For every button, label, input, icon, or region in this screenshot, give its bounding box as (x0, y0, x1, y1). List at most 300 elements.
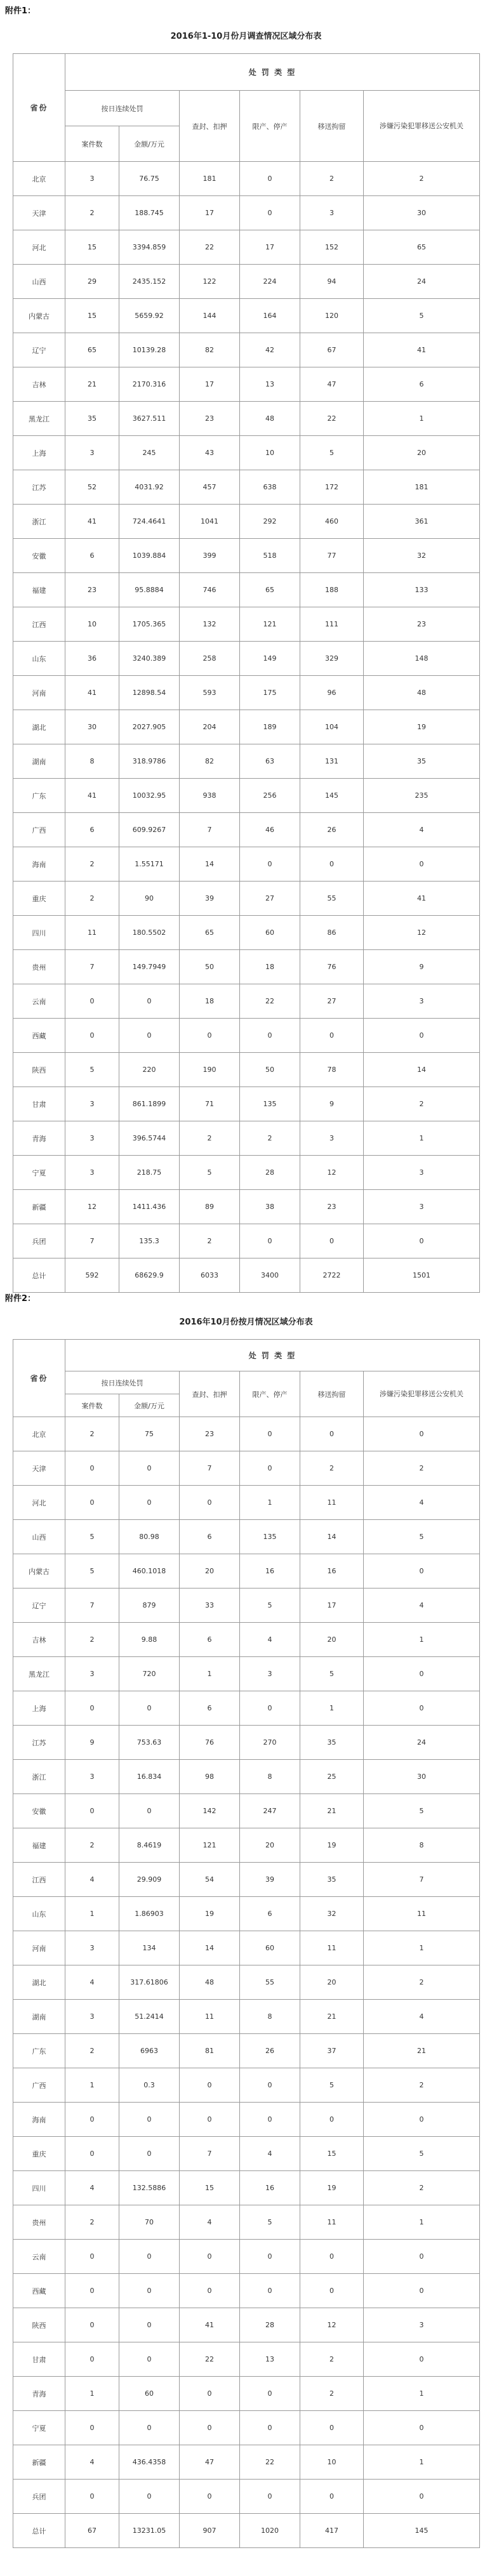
cell-amount: 0 (119, 1451, 180, 1486)
cell-crime-transfer: 4 (364, 1486, 480, 1520)
cell-seize: 122 (180, 265, 240, 299)
cell-case-count: 0 (65, 1794, 119, 1828)
cell-seize: 746 (180, 573, 240, 607)
cell-limit-production: 17 (240, 230, 300, 265)
cell-limit-production: 0 (240, 196, 300, 230)
cell-province: 江苏 (13, 1726, 65, 1760)
cell-case-count: 35 (65, 402, 119, 436)
cell-case-count: 1 (65, 2068, 119, 2103)
cell-seize: 0 (180, 2068, 240, 2103)
table-row (13, 2274, 480, 2308)
table-row (13, 299, 480, 333)
cell-case-count: 6 (65, 539, 119, 573)
cell-crime-transfer: 0 (364, 1554, 480, 1589)
cell-amount: 10139.28 (119, 333, 180, 367)
cell-limit-production: 22 (240, 984, 300, 1019)
cell-seize: 0 (180, 1486, 240, 1520)
cell-crime-transfer: 20 (364, 436, 480, 470)
table-row (13, 1224, 480, 1258)
cell-province: 安徽 (13, 539, 65, 573)
cell-province: 甘肃 (13, 1087, 65, 1121)
cell-province: 四川 (13, 916, 65, 950)
cell-crime-transfer: 5 (364, 1520, 480, 1554)
table-row (13, 744, 480, 779)
table-row (13, 607, 480, 642)
table-row (13, 1691, 480, 1726)
cell-amount: 2170.316 (119, 367, 180, 402)
header-detention: 移送拘留 (300, 1371, 364, 1417)
cell-detention: 0 (300, 2103, 364, 2137)
cell-amount: 609.9267 (119, 813, 180, 847)
cell-limit-production: 224 (240, 265, 300, 299)
cell-limit-production: 18 (240, 950, 300, 984)
table-row (13, 162, 480, 196)
table-row (13, 2034, 480, 2068)
cell-crime-transfer: 1 (364, 2377, 480, 2411)
cell-amount: 245 (119, 436, 180, 470)
cell-seize: 33 (180, 1589, 240, 1623)
cell-detention: 20 (300, 1623, 364, 1657)
cell-limit-production: 1020 (240, 2514, 300, 2548)
cell-case-count: 5 (65, 1520, 119, 1554)
table-row (13, 1657, 480, 1691)
cell-crime-transfer: 5 (364, 2137, 480, 2171)
cell-case-count: 3 (65, 1087, 119, 1121)
cell-limit-production: 0 (240, 1691, 300, 1726)
cell-amount: 10032.95 (119, 779, 180, 813)
cell-province: 青海 (13, 2377, 65, 2411)
table-row (13, 402, 480, 436)
cell-amount: 753.63 (119, 1726, 180, 1760)
cell-crime-transfer: 133 (364, 573, 480, 607)
cell-detention: 96 (300, 676, 364, 710)
cell-limit-production: 518 (240, 539, 300, 573)
cell-limit-production: 42 (240, 333, 300, 367)
cell-seize: 65 (180, 916, 240, 950)
cell-seize: 43 (180, 436, 240, 470)
cell-detention: 14 (300, 1520, 364, 1554)
cell-amount: 724.4641 (119, 505, 180, 539)
table-row (13, 2205, 480, 2240)
cell-case-count: 7 (65, 1589, 119, 1623)
cell-seize: 593 (180, 676, 240, 710)
cell-seize: 938 (180, 779, 240, 813)
cell-amount: 135.3 (119, 1224, 180, 1258)
table-row (13, 2342, 480, 2377)
cell-detention: 37 (300, 2034, 364, 2068)
cell-crime-transfer: 361 (364, 505, 480, 539)
cell-case-count: 9 (65, 1726, 119, 1760)
cell-detention: 12 (300, 1156, 364, 1190)
cell-limit-production: 60 (240, 916, 300, 950)
cell-crime-transfer: 235 (364, 779, 480, 813)
cell-detention: 47 (300, 367, 364, 402)
table-row (13, 1121, 480, 1156)
cell-amount: 0 (119, 1019, 180, 1053)
cell-case-count: 5 (65, 1554, 119, 1589)
cell-limit-production: 39 (240, 1863, 300, 1897)
cell-province: 河南 (13, 1931, 65, 1965)
header-crime-transfer: 涉嫌污染犯罪移送公安机关 (364, 1371, 480, 1417)
table-row (13, 1417, 480, 1451)
header-penalty-type: 处 罚 类 型 (65, 54, 480, 91)
cell-limit-production: 0 (240, 1417, 300, 1451)
table-row (13, 470, 480, 505)
cell-crime-transfer: 2 (364, 2068, 480, 2103)
cell-seize: 11 (180, 2000, 240, 2034)
cell-province: 辽宁 (13, 1589, 65, 1623)
cell-case-count: 3 (65, 1156, 119, 1190)
cell-province: 湖北 (13, 710, 65, 744)
cell-case-count: 15 (65, 299, 119, 333)
cell-detention: 22 (300, 402, 364, 436)
cell-limit-production: 135 (240, 1087, 300, 1121)
table-1-header-row-1 (13, 54, 480, 91)
cell-case-count: 2 (65, 1623, 119, 1657)
cell-case-count: 5 (65, 1053, 119, 1087)
cell-seize: 6 (180, 1691, 240, 1726)
cell-crime-transfer: 23 (364, 607, 480, 642)
cell-case-count: 41 (65, 505, 119, 539)
cell-detention: 172 (300, 470, 364, 505)
cell-province: 广东 (13, 779, 65, 813)
cell-limit-production: 247 (240, 1794, 300, 1828)
cell-seize: 14 (180, 847, 240, 882)
cell-amount: 1.55171 (119, 847, 180, 882)
cell-case-count: 23 (65, 573, 119, 607)
cell-seize: 47 (180, 2445, 240, 2480)
cell-seize: 0 (180, 2240, 240, 2274)
cell-province: 云南 (13, 984, 65, 1019)
cell-seize: 15 (180, 2171, 240, 2205)
cell-detention: 10 (300, 2445, 364, 2480)
cell-province: 辽宁 (13, 333, 65, 367)
cell-province: 重庆 (13, 2137, 65, 2171)
cell-amount: 0 (119, 1691, 180, 1726)
cell-province: 河北 (13, 230, 65, 265)
cell-crime-transfer: 0 (364, 2342, 480, 2377)
cell-province: 湖南 (13, 2000, 65, 2034)
cell-amount: 0.3 (119, 2068, 180, 2103)
cell-crime-transfer: 30 (364, 196, 480, 230)
cell-limit-production: 0 (240, 2480, 300, 2514)
cell-limit-production: 164 (240, 299, 300, 333)
cell-limit-production: 256 (240, 779, 300, 813)
table-row (13, 1863, 480, 1897)
cell-crime-transfer: 0 (364, 1417, 480, 1451)
cell-crime-transfer: 1 (364, 1623, 480, 1657)
cell-limit-production: 0 (240, 2274, 300, 2308)
cell-detention: 21 (300, 2000, 364, 2034)
cell-amount: 218.75 (119, 1156, 180, 1190)
cell-detention: 0 (300, 2411, 364, 2445)
cell-crime-transfer: 5 (364, 299, 480, 333)
cell-province: 福建 (13, 1828, 65, 1863)
cell-province: 湖南 (13, 744, 65, 779)
cell-detention: 76 (300, 950, 364, 984)
cell-province: 天津 (13, 196, 65, 230)
cell-case-count: 7 (65, 1224, 119, 1258)
cell-detention: 111 (300, 607, 364, 642)
cell-seize: 22 (180, 230, 240, 265)
cell-crime-transfer: 0 (364, 847, 480, 882)
cell-seize: 50 (180, 950, 240, 984)
cell-detention: 131 (300, 744, 364, 779)
cell-seize: 82 (180, 744, 240, 779)
cell-seize: 204 (180, 710, 240, 744)
cell-limit-production: 135 (240, 1520, 300, 1554)
table-row (13, 642, 480, 676)
cell-province: 江苏 (13, 470, 65, 505)
cell-case-count: 8 (65, 744, 119, 779)
cell-case-count: 6 (65, 813, 119, 847)
table-row (13, 2068, 480, 2103)
header-limit-production: 限产、停产 (240, 91, 300, 162)
cell-limit-production: 13 (240, 367, 300, 402)
cell-seize: 142 (180, 1794, 240, 1828)
cell-province: 西藏 (13, 1019, 65, 1053)
cell-amount: 188.745 (119, 196, 180, 230)
cell-case-count: 2 (65, 1417, 119, 1451)
cell-province: 贵州 (13, 950, 65, 984)
cell-detention: 0 (300, 1019, 364, 1053)
cell-amount: 0 (119, 2103, 180, 2137)
cell-amount: 861.1899 (119, 1087, 180, 1121)
cell-seize: 7 (180, 2137, 240, 2171)
table-row (13, 196, 480, 230)
cell-seize: 6 (180, 1623, 240, 1657)
cell-amount: 132.5886 (119, 2171, 180, 2205)
header-penalty-type: 处 罚 类 型 (65, 1340, 480, 1371)
cell-crime-transfer: 1 (364, 2445, 480, 2480)
cell-limit-production: 16 (240, 2171, 300, 2205)
cell-amount: 51.2414 (119, 2000, 180, 2034)
cell-detention: 0 (300, 847, 364, 882)
cell-case-count: 2 (65, 196, 119, 230)
cell-limit-production: 10 (240, 436, 300, 470)
cell-amount: 68629.9 (119, 1258, 180, 1293)
cell-seize: 23 (180, 1417, 240, 1451)
table-1-body (13, 54, 480, 1293)
cell-limit-production: 292 (240, 505, 300, 539)
cell-limit-production: 0 (240, 2103, 300, 2137)
table-row (13, 1589, 480, 1623)
cell-seize: 17 (180, 367, 240, 402)
cell-limit-production: 0 (240, 1224, 300, 1258)
cell-limit-production: 3 (240, 1657, 300, 1691)
cell-amount: 29.909 (119, 1863, 180, 1897)
cell-province: 浙江 (13, 505, 65, 539)
table-row (13, 2411, 480, 2445)
cell-case-count: 4 (65, 2171, 119, 2205)
cell-limit-production: 0 (240, 2240, 300, 2274)
cell-seize: 399 (180, 539, 240, 573)
cell-crime-transfer: 12 (364, 916, 480, 950)
cell-limit-production: 638 (240, 470, 300, 505)
cell-crime-transfer: 30 (364, 1760, 480, 1794)
cell-seize: 22 (180, 2342, 240, 2377)
cell-province: 安徽 (13, 1794, 65, 1828)
cell-detention: 35 (300, 1863, 364, 1897)
table-1-header-row-2 (13, 91, 480, 126)
cell-case-count: 3 (65, 162, 119, 196)
cell-province: 江西 (13, 607, 65, 642)
cell-amount: 16.834 (119, 1760, 180, 1794)
cell-amount: 317.61806 (119, 1965, 180, 2000)
table-row (13, 1451, 480, 1486)
cell-case-count: 0 (65, 1451, 119, 1486)
cell-detention: 26 (300, 813, 364, 847)
cell-case-count: 0 (65, 1019, 119, 1053)
cell-case-count: 4 (65, 1863, 119, 1897)
cell-limit-production: 0 (240, 1019, 300, 1053)
cell-seize: 258 (180, 642, 240, 676)
cell-amount: 13231.05 (119, 2514, 180, 2548)
cell-detention: 2722 (300, 1258, 364, 1293)
cell-province: 兵团 (13, 1224, 65, 1258)
cell-province: 西藏 (13, 2274, 65, 2308)
cell-crime-transfer: 0 (364, 1019, 480, 1053)
cell-province: 宁夏 (13, 1156, 65, 1190)
cell-crime-transfer: 2 (364, 1965, 480, 2000)
cell-province: 湖北 (13, 1965, 65, 2000)
cell-case-count: 30 (65, 710, 119, 744)
cell-limit-production: 55 (240, 1965, 300, 2000)
cell-seize: 98 (180, 1760, 240, 1794)
cell-limit-production: 0 (240, 2411, 300, 2445)
cell-case-count: 3 (65, 1760, 119, 1794)
cell-province: 吉林 (13, 367, 65, 402)
table-total-row (13, 2514, 480, 2548)
cell-seize: 0 (180, 2274, 240, 2308)
cell-limit-production: 6 (240, 1897, 300, 1931)
cell-province: 重庆 (13, 882, 65, 916)
table-row (13, 1965, 480, 2000)
table-1-title: 2016年1-10月份月调查情况区域分布表 (170, 32, 322, 41)
cell-amount: 80.98 (119, 1520, 180, 1554)
cell-seize: 1041 (180, 505, 240, 539)
cell-crime-transfer: 3 (364, 2308, 480, 2342)
cell-province: 福建 (13, 573, 65, 607)
cell-seize: 144 (180, 299, 240, 333)
cell-limit-production: 26 (240, 2034, 300, 2068)
cell-crime-transfer: 2 (364, 1087, 480, 1121)
cell-seize: 39 (180, 882, 240, 916)
cell-province: 陕西 (13, 2308, 65, 2342)
cell-crime-transfer: 6 (364, 367, 480, 402)
table-row (13, 436, 480, 470)
table-row (13, 333, 480, 367)
cell-crime-transfer: 0 (364, 1691, 480, 1726)
cell-crime-transfer: 181 (364, 470, 480, 505)
cell-limit-production: 8 (240, 1760, 300, 1794)
cell-seize: 2 (180, 1224, 240, 1258)
cell-crime-transfer: 35 (364, 744, 480, 779)
table-row (13, 676, 480, 710)
cell-amount: 12898.54 (119, 676, 180, 710)
cell-detention: 20 (300, 1965, 364, 2000)
cell-crime-transfer: 65 (364, 230, 480, 265)
cell-province: 甘肃 (13, 2342, 65, 2377)
cell-province: 青海 (13, 1121, 65, 1156)
cell-seize: 76 (180, 1726, 240, 1760)
cell-case-count: 15 (65, 230, 119, 265)
table-row (13, 1019, 480, 1053)
cell-amount: 3394.859 (119, 230, 180, 265)
cell-province: 广东 (13, 2034, 65, 2068)
cell-amount: 2027.905 (119, 710, 180, 744)
table-row (13, 916, 480, 950)
cell-amount: 1.86903 (119, 1897, 180, 1931)
cell-detention: 104 (300, 710, 364, 744)
cell-detention: 145 (300, 779, 364, 813)
cell-detention: 0 (300, 2480, 364, 2514)
cell-case-count: 592 (65, 1258, 119, 1293)
cell-case-count: 0 (65, 2137, 119, 2171)
cell-detention: 0 (300, 1224, 364, 1258)
cell-seize: 7 (180, 813, 240, 847)
cell-limit-production: 0 (240, 2377, 300, 2411)
cell-province: 上海 (13, 1691, 65, 1726)
cell-province: 新疆 (13, 1190, 65, 1224)
cell-amount: 8.4619 (119, 1828, 180, 1863)
cell-crime-transfer: 48 (364, 676, 480, 710)
cell-case-count: 0 (65, 984, 119, 1019)
header-crime-transfer: 涉嫌污染犯罪移送公安机关 (364, 91, 480, 162)
cell-seize: 0 (180, 2480, 240, 2514)
table-row (13, 1897, 480, 1931)
cell-province: 总计 (13, 1258, 65, 1293)
cell-amount: 6963 (119, 2034, 180, 2068)
cell-case-count: 2 (65, 2034, 119, 2068)
cell-case-count: 36 (65, 642, 119, 676)
table-row (13, 230, 480, 265)
cell-seize: 0 (180, 2377, 240, 2411)
table-row (13, 539, 480, 573)
cell-province: 山西 (13, 265, 65, 299)
table-row (13, 265, 480, 299)
table-row (13, 1554, 480, 1589)
cell-amount: 1705.365 (119, 607, 180, 642)
cell-amount: 2435.152 (119, 265, 180, 299)
cell-seize: 14 (180, 1931, 240, 1965)
cell-case-count: 29 (65, 265, 119, 299)
cell-limit-production: 20 (240, 1828, 300, 1863)
cell-detention: 460 (300, 505, 364, 539)
cell-crime-transfer: 0 (364, 2480, 480, 2514)
header-case-count: 案件数 (65, 1394, 119, 1417)
cell-detention: 16 (300, 1554, 364, 1589)
cell-province: 陕西 (13, 1053, 65, 1087)
cell-province: 内蒙古 (13, 299, 65, 333)
table-row (13, 367, 480, 402)
cell-seize: 5 (180, 1156, 240, 1190)
cell-seize: 2 (180, 1121, 240, 1156)
cell-case-count: 4 (65, 1965, 119, 2000)
cell-province: 黑龙江 (13, 1657, 65, 1691)
cell-detention: 11 (300, 1931, 364, 1965)
cell-limit-production: 270 (240, 1726, 300, 1760)
cell-amount: 460.1018 (119, 1554, 180, 1589)
cell-crime-transfer: 0 (364, 1657, 480, 1691)
cell-detention: 19 (300, 2171, 364, 2205)
cell-case-count: 0 (65, 1486, 119, 1520)
cell-case-count: 0 (65, 1691, 119, 1726)
cell-province: 贵州 (13, 2205, 65, 2240)
cell-case-count: 1 (65, 1897, 119, 1931)
cell-seize: 6 (180, 1520, 240, 1554)
cell-case-count: 3 (65, 436, 119, 470)
